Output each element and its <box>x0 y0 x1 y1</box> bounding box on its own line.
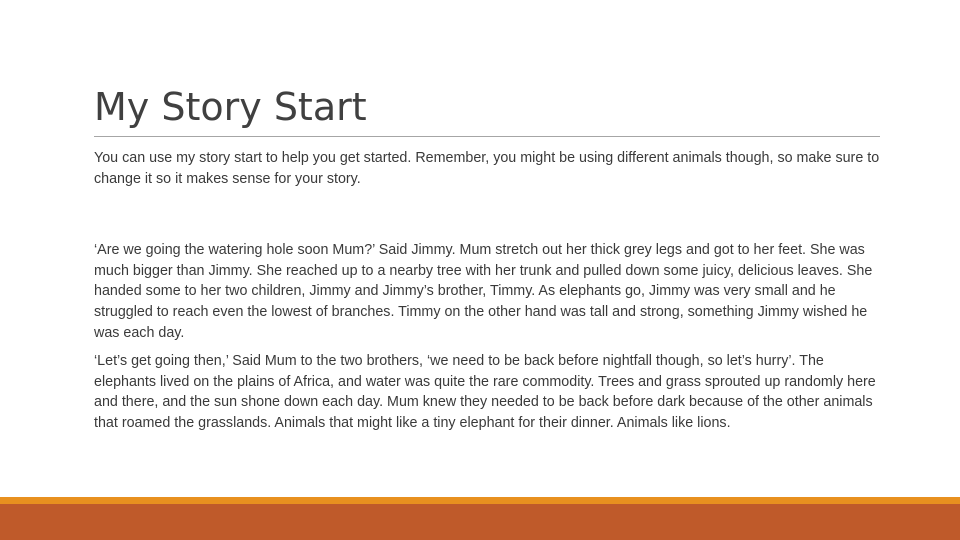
story-paragraph-1: ‘Are we going the watering hole soon Mum?’ Said Jimmy. Mum stretch out her thick grey legs and got to her feet. She was much bigger than Jimmy. She reached up to a nearby tree with her trunk and pulled down some juicy, delicious leaves. She handed some to her two children, Jimmy and Jimmy’s brother, Timmy. As elephants go, Jimmy was very small and he struggled to reach even the lowest of branches. Timmy on the other hand was tall and strong, something Jimmy wished he was each day. <box>94 242 873 341</box>
slide-title: My Story Start <box>94 85 367 129</box>
footer-band <box>0 504 960 540</box>
title-divider <box>94 136 880 137</box>
story-paragraph-2: ‘Let’s get going then,’ Said Mum to the two brothers, ‘we need to be back before nightfall though, so let’s hurry’. The elephants lived on the plains of Africa, and water was quite the rare commodity. Trees and grass sprouted up randomly here and there, and the sun shone down each day. Mum knew they needed to be back before dark because of the other animals that roamed the grasslands. Animals that might like a tiny elephant for their dinner. Animals like lions. <box>94 353 876 431</box>
footer-accent-line <box>0 497 960 504</box>
intro-paragraph: You can use my story start to help you get started. Remember, you might be using different animals though, so make sure to change it so it makes sense for your story. <box>94 150 880 187</box>
slide-body <box>94 148 886 434</box>
